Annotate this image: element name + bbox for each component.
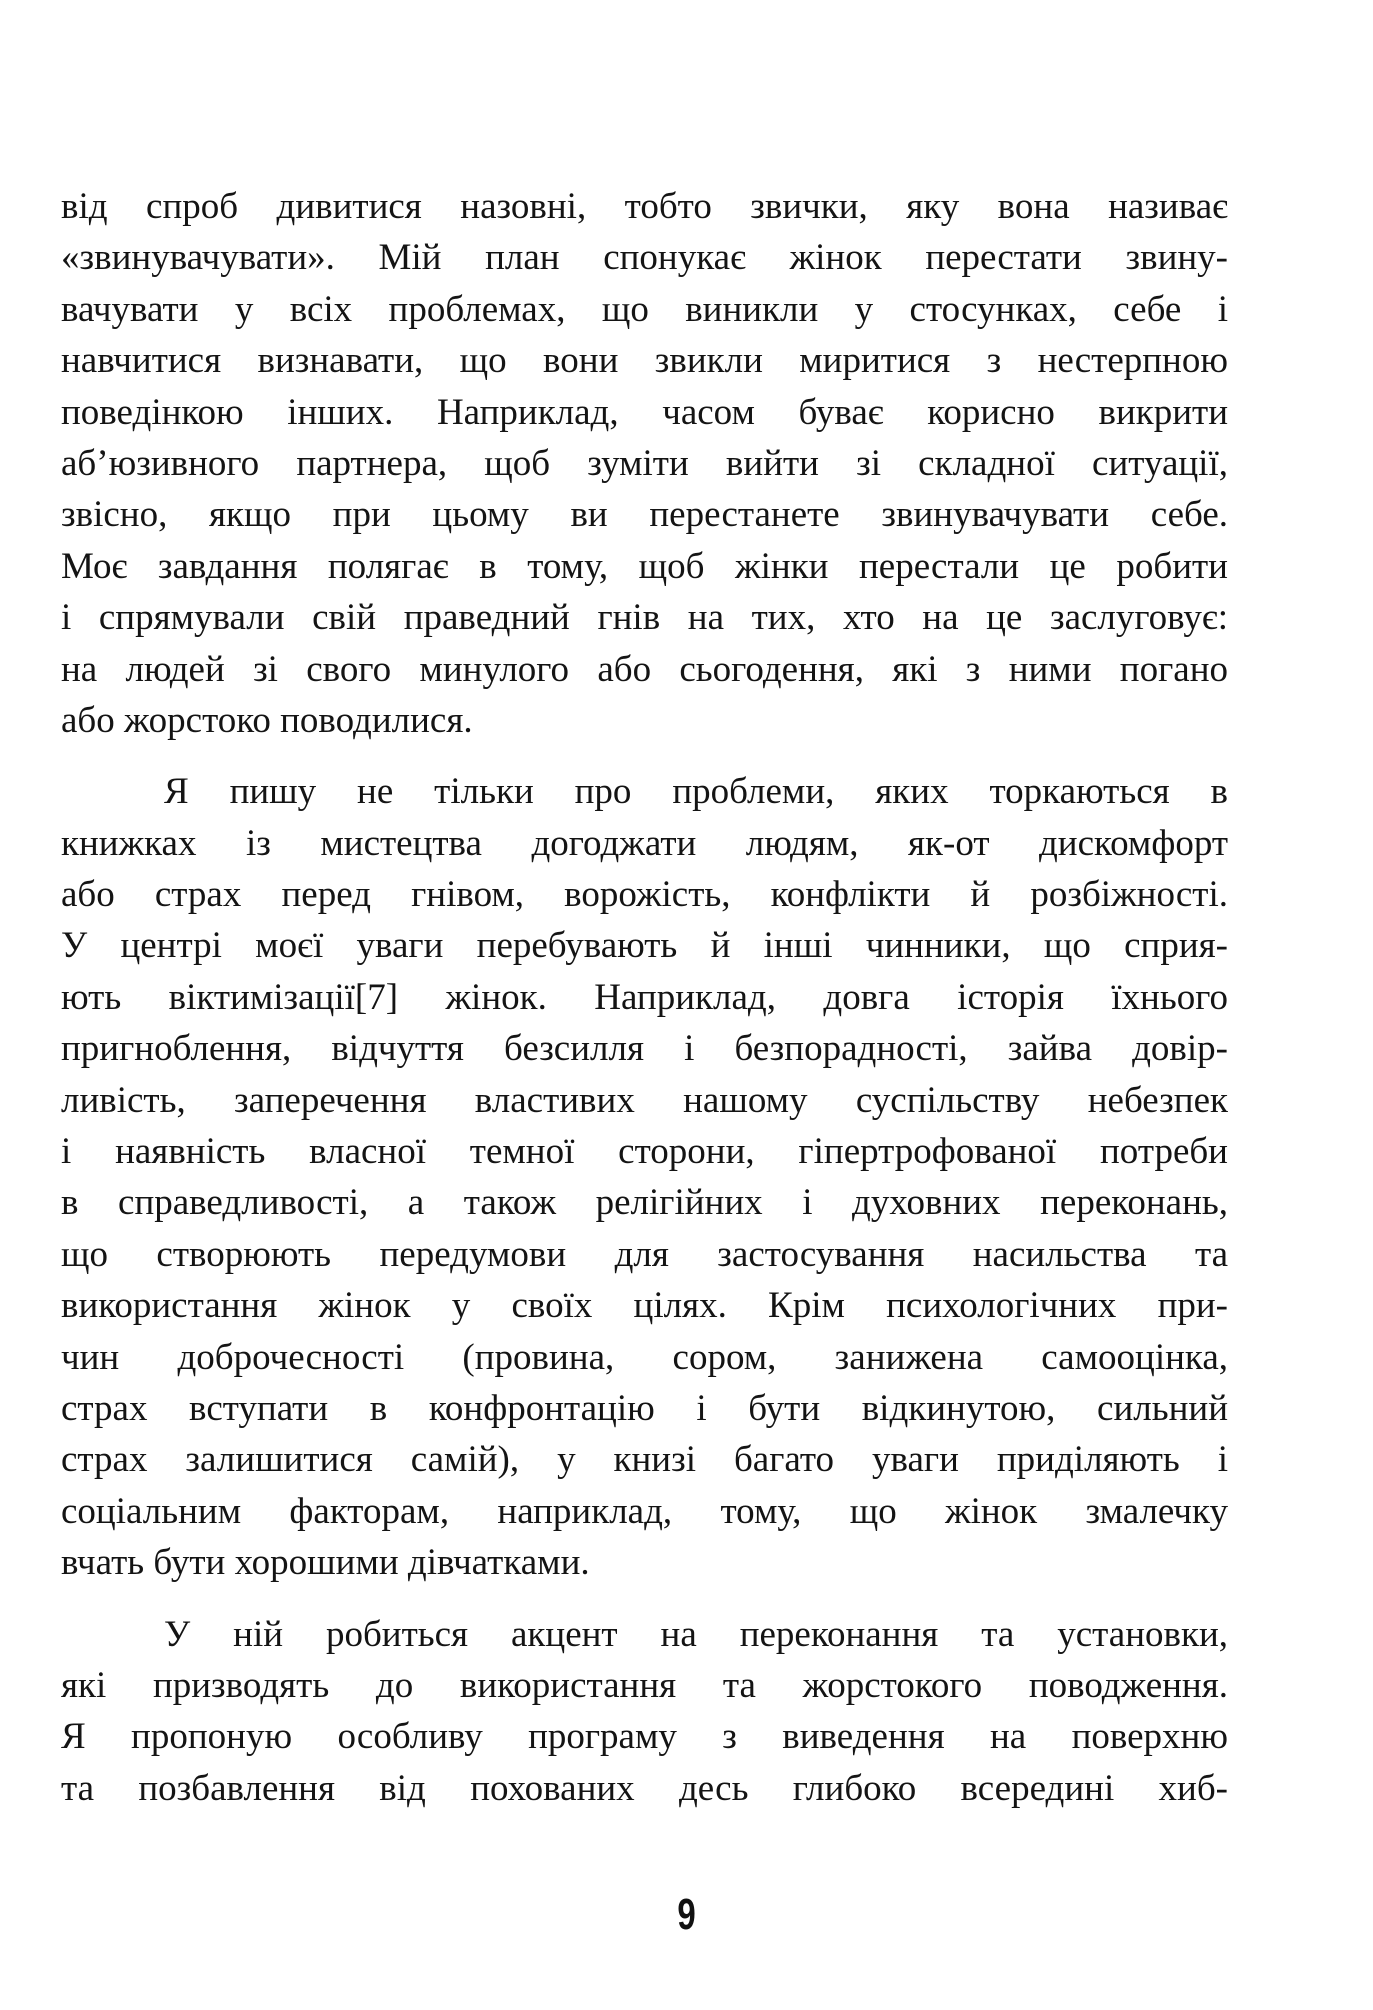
text-line: страх залишитися самій), у книзі багато уваги приділяють і [61, 1439, 1228, 1481]
text-line: «звинувачувати». Мій план спонукає жінок перестати звину- [61, 237, 1228, 279]
text-line: вчать бути хорошими дівчатками. [61, 1542, 590, 1584]
paragraph [61, 766, 1228, 1588]
text-line: чин доброчесності (провина, сором, занижена самооцінка, [61, 1336, 1228, 1378]
text-line: Я пишу не тільки про проблеми, яких торкаються в [164, 771, 1228, 813]
text-line: або страх перед гнівом, ворожість, конфлікти й розбіжності. [61, 874, 1228, 916]
text-line: У центрі моєї уваги перебувають й інші чинники, що сприя- [61, 925, 1228, 967]
text-line: від спроб дивитися назовні, тобто звички, яку вона називає [61, 186, 1228, 227]
page-number: 9 [677, 1890, 696, 1939]
text-line: вачувати у всіх проблемах, що виникли у стосунках, себе і [61, 288, 1228, 330]
text-line: використання жінок у своїх цілях. Крім психологічних при- [61, 1285, 1228, 1327]
text-line: соціальним факторам, наприклад, тому, що жінок змалечку [61, 1490, 1228, 1532]
paragraph-gap [61, 1589, 1228, 1609]
text-line: або жорстоко поводилися. [61, 699, 473, 741]
text-line: на людей зі свого минулого або сьогодення, які з ними погано [61, 648, 1228, 690]
text-line: Я пропоную особливу програму з виведення на поверхню [61, 1716, 1228, 1758]
text-line: і спрямували свій праведний гнів на тих, хто на це заслуговує: [61, 597, 1228, 639]
text-line: Моє завдання полягає в тому, щоб жінки перестали це робити [61, 545, 1228, 587]
text-line: аб’юзивного партнера, щоб зуміти вийти зі складної ситуації, [61, 442, 1228, 484]
text-line: в справедливості, а також релігійних і духовних переконань, [61, 1182, 1228, 1224]
text-line: У ній робиться акцент на переконання та установки, [164, 1613, 1228, 1655]
text-line: навчитися визнавати, що вони звикли миритися з нестерпною [61, 340, 1228, 382]
text-line: які призводять до використання та жорстокого поводження. [61, 1664, 1228, 1706]
page-body-text [61, 181, 1228, 1814]
text-line: що створюють передумови для застосування насильства та [61, 1233, 1228, 1275]
text-line: ливість, заперечення властивих нашому суспільству небезпек [61, 1079, 1228, 1121]
paragraph [61, 1609, 1228, 1815]
text-line: та позбавлення від похованих десь глибоко всередині хиб- [61, 1767, 1228, 1809]
paragraph [61, 181, 1228, 746]
paragraph-gap [61, 746, 1228, 766]
text-line: книжках із мистецтва догоджати людям, як-от дискомфорт [61, 822, 1228, 864]
text-line: звісно, якщо при цьому ви перестанете звинувачувати себе. [61, 494, 1228, 536]
text-line: і наявність власної темної сторони, гіпертрофованої потреби [61, 1131, 1228, 1173]
text-line: ють віктимізації[7] жінок. Наприклад, довга історія їхнього [61, 976, 1228, 1018]
text-line: страх вступати в конфронтацію і бути відкинутою, сильний [61, 1387, 1228, 1429]
text-line: поведінкою інших. Наприклад, часом буває корисно викрити [61, 391, 1228, 433]
text-line: пригноблення, відчуття безсилля і безпорадності, зайва довір- [61, 1028, 1228, 1070]
